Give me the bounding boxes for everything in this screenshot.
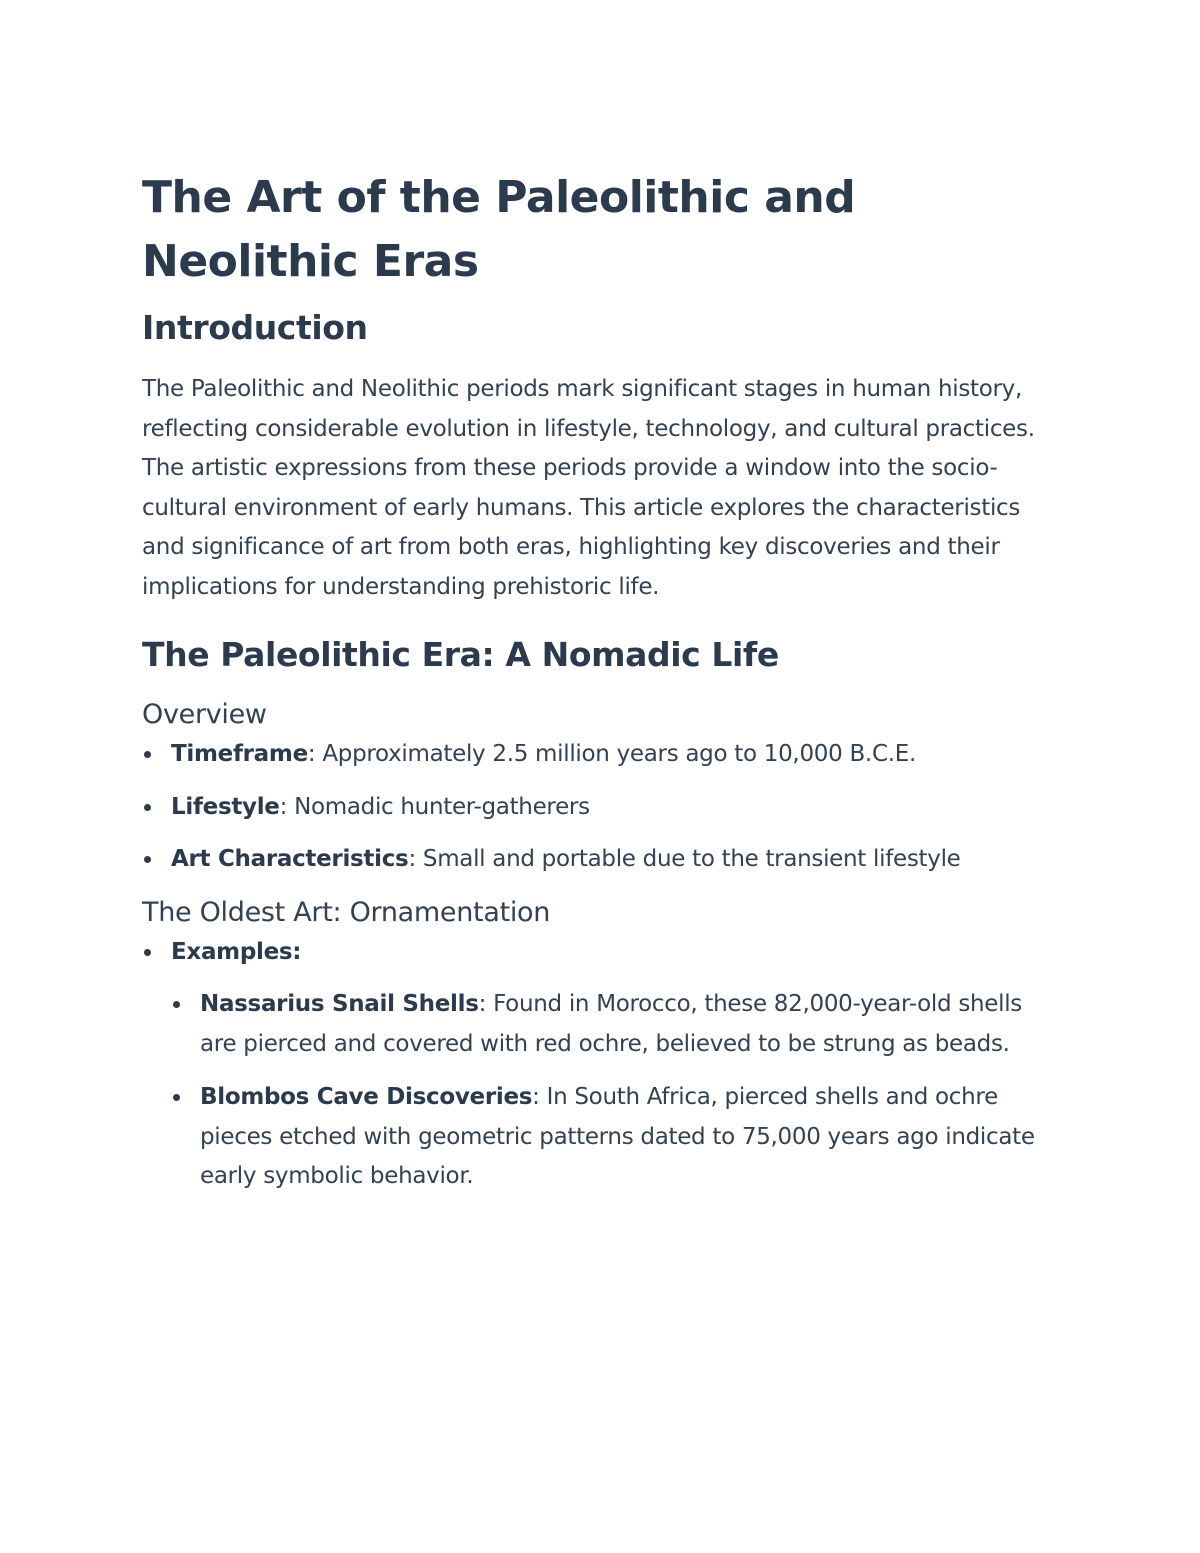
- document-title: The Art of the Paleolithic and Neolithic Eras: [142, 172, 856, 287]
- item-text: : Approximately 2.5 million years ago to 10,000 B.C.E.: [307, 741, 916, 767]
- item-label: Blombos Cave Discoveries: [200, 1084, 533, 1110]
- list-item: [142, 735, 1062, 775]
- list-item: [142, 933, 1062, 1197]
- overview-heading: Overview: [142, 699, 267, 730]
- list-item: [142, 788, 1062, 828]
- item-label: Nassarius Snail Shells: [200, 991, 479, 1017]
- item-text: : Found in Morocco, these 82,000-year-old shells are pierced and covered with red ochre, believed to be strung as beads.: [200, 991, 1022, 1057]
- item-text: : Nomadic hunter-gatherers: [279, 793, 590, 820]
- item-label: Timeframe: [171, 741, 308, 767]
- list-item: [171, 985, 1062, 1064]
- overview-list: [142, 735, 1062, 880]
- item-label: Lifestyle: [171, 793, 280, 820]
- oldest-art-list: [142, 933, 1062, 1197]
- examples-label: Examples:: [171, 938, 302, 965]
- item-label: Art Characteristics: [171, 846, 409, 872]
- list-item: [142, 840, 1062, 880]
- document-page: [142, 166, 1062, 1211]
- oldest-art-heading: The Oldest Art: Ornamentation: [142, 896, 551, 928]
- paleolithic-heading: The Paleolithic Era: A Nomadic Life: [142, 635, 779, 674]
- introduction-heading: Introduction: [142, 308, 368, 347]
- item-text: : In South Africa, pierced shells and ochre pieces etched with geometric patterns dated to 75,000 years ago indicate early symbolic behavior.: [200, 1084, 1035, 1189]
- list-item: [171, 1078, 1062, 1197]
- introduction-paragraph: The Paleolithic and Neolithic periods mark significant stages in human history, reflecting considerable evolution in lifestyle, technology, and cultural practices. The artistic expressions from these periods provide a window into the socio-cultural environment of early humans. This article explores the characteristics and significance of art from both eras, highlighting key discoveries and their implications for understanding prehistoric life.: [142, 376, 1035, 600]
- item-text: : Small and portable due to the transient lifestyle: [408, 846, 961, 872]
- examples-list: [171, 985, 1062, 1197]
